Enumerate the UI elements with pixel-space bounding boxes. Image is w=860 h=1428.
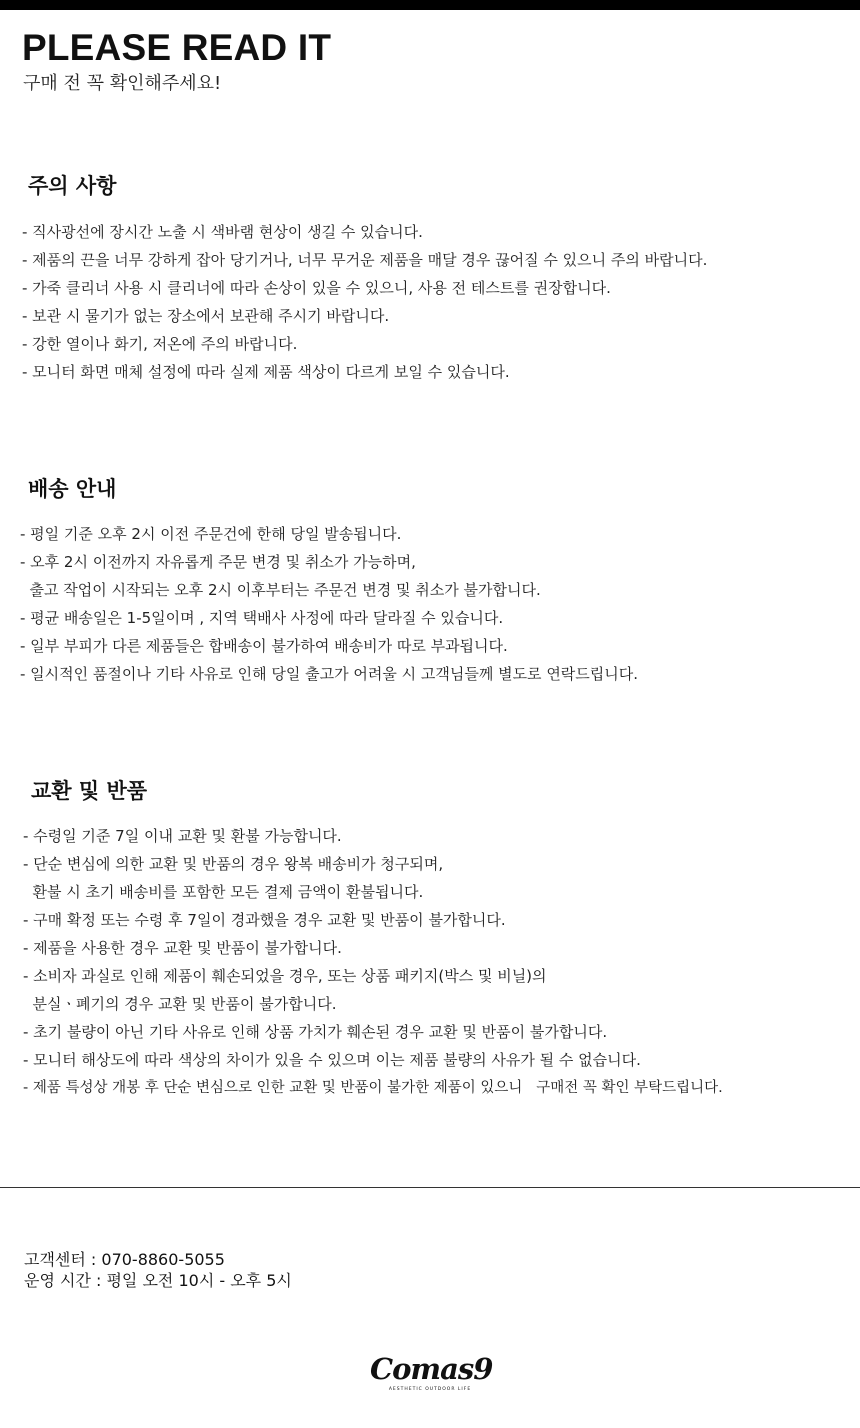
list-item: - 모니터 해상도에 따라 색상의 차이가 있을 수 있으며 이는 제품 불량의 사유가 될 수 없습니다. (23, 1051, 641, 1069)
contact-info (24, 1249, 292, 1291)
caution-list (22, 218, 707, 386)
page-title: PLEASE READ IT (22, 27, 332, 68)
list-item: - 일시적인 품절이나 기타 사유로 인해 당일 출고가 어려울 시 고객님들께 별도로 연락드립니다. (20, 665, 639, 683)
contact-phone: 고객센터 : 070-8860-5055 (24, 1250, 225, 1269)
list-item: - 평일 기준 오후 2시 이전 주문건에 한해 당일 발송됩니다. (20, 525, 402, 543)
list-item: 환불 시 초기 배송비를 포함한 모든 결제 금액이 환불됩니다. (23, 883, 424, 901)
list-item: - 제품을 사용한 경우 교환 및 반품이 불가합니다. (23, 939, 342, 957)
list-item: - 소비자 과실로 인해 제품이 훼손되었을 경우, 또는 상품 패키지(박스 및 비닐)의 (23, 967, 547, 985)
section-heading-shipping: 배송 안내 (28, 477, 117, 501)
list-item: 분실ㆍ폐기의 경우 교환 및 반품이 불가합니다. (23, 995, 337, 1013)
shipping-list (20, 520, 638, 688)
list-item: - 오후 2시 이전까지 자유롭게 주문 변경 및 취소가 가능하며, (20, 553, 416, 571)
list-item: - 구매 확정 또는 수령 후 7일이 경과했을 경우 교환 및 반품이 불가합니다. (23, 911, 506, 929)
footer-divider (0, 1187, 860, 1188)
list-item: - 강한 열이나 화기, 저온에 주의 바랍니다. (22, 335, 298, 353)
list-item: - 모니터 화면 매체 설정에 따라 실제 제품 색상이 다르게 보일 수 있습니다. (22, 363, 510, 381)
brand-logo (370, 1352, 493, 1402)
list-item: - 가죽 클리너 사용 시 클리너에 따라 손상이 있을 수 있으니, 사용 전 테스트를 권장합니다. (22, 279, 611, 297)
section-heading-caution: 주의 사항 (28, 174, 117, 198)
logo-wordmark: Comas9 (370, 1352, 493, 1386)
returns-list (23, 822, 723, 1102)
top-bar (0, 0, 860, 10)
list-item: - 초기 불량이 아닌 기타 사유로 인해 상품 가치가 훼손된 경우 교환 및 반품이 불가합니다. (23, 1023, 608, 1041)
page-subtitle: 구매 전 꼭 확인해주세요! (23, 73, 222, 94)
logo-tagline: AESTHETIC OUTDOOR LIFE (388, 1387, 472, 1392)
section-heading-returns: 교환 및 반품 (31, 779, 148, 803)
list-item: - 평균 배송일은 1-5일이며 , 지역 택배사 사정에 따라 달라질 수 있습니다. (20, 609, 504, 627)
list-item: - 보관 시 물기가 없는 장소에서 보관해 주시기 바랍니다. (22, 307, 390, 325)
list-item: - 직사광선에 장시간 노출 시 색바램 현상이 생길 수 있습니다. (22, 223, 423, 241)
list-item: - 제품의 끈을 너무 강하게 잡아 당기거나, 너무 무거운 제품을 매달 경우 끊어질 수 있으니 주의 바랍니다. (22, 251, 708, 269)
list-item: - 제품 특성상 개봉 후 단순 변심으로 인한 교환 및 반품이 불가한 제품이 있으니 구매전 꼭 확인 부탁드립니다. (23, 1080, 723, 1096)
list-item: 출고 작업이 시작되는 오후 2시 이후부터는 주문건 변경 및 취소가 불가합니다. (20, 581, 541, 599)
list-item: - 수령일 기준 7일 이내 교환 및 환불 가능합니다. (23, 827, 342, 845)
operating-hours: 운영 시간 : 평일 오전 10시 - 오후 5시 (24, 1271, 292, 1290)
list-item: - 단순 변심에 의한 교환 및 반품의 경우 왕복 배송비가 청구되며, (23, 855, 444, 873)
list-item: - 일부 부피가 다른 제품들은 합배송이 불가하여 배송비가 따로 부과됩니다. (20, 637, 508, 655)
